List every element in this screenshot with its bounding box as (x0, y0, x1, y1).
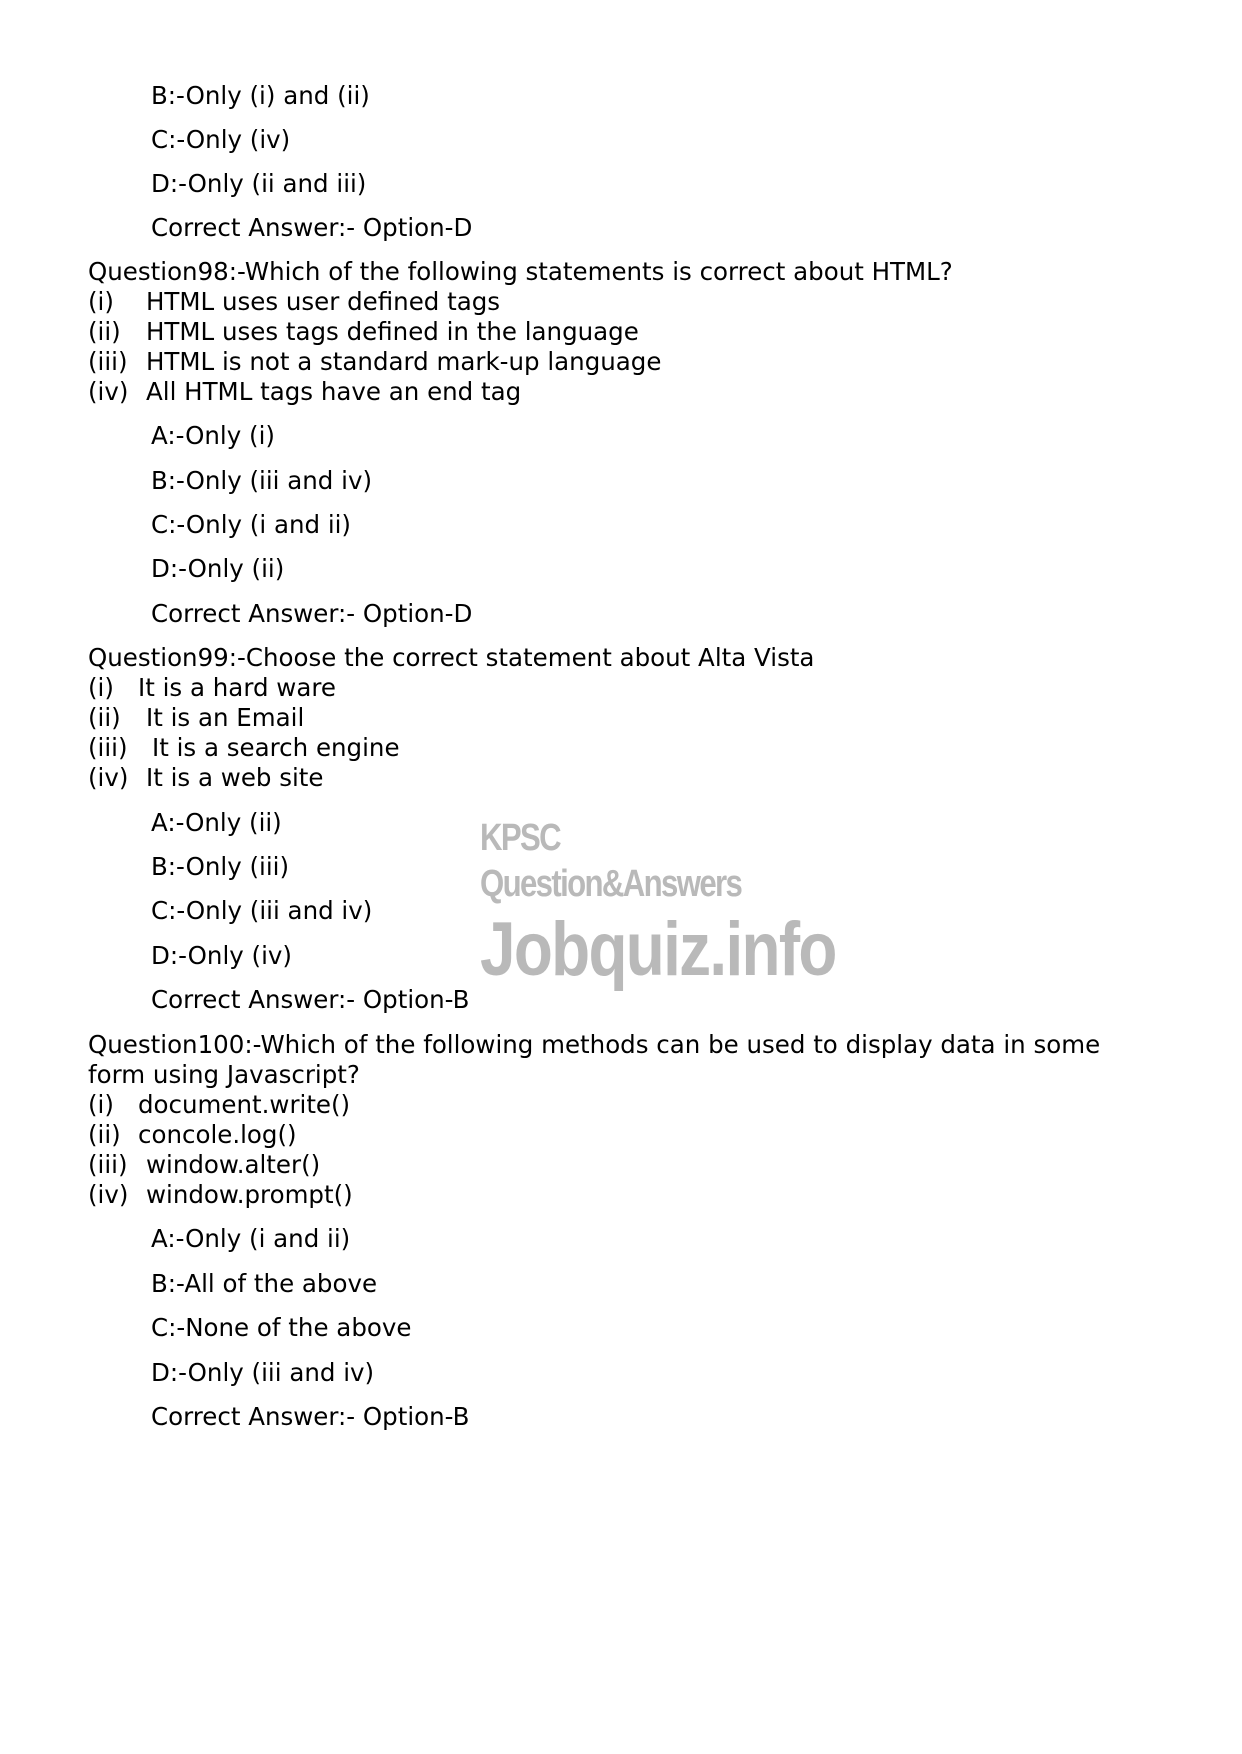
question-99-title: Question99:-Choose the correct statement about Alta Vista (88, 643, 815, 672)
option-c: C:-None of the above (151, 1313, 412, 1342)
statement-i (88, 1090, 350, 1120)
statement-text: It is an Email (146, 703, 305, 732)
correct-answer: Correct Answer:- Option-B (151, 1402, 470, 1431)
statement-ii (88, 317, 639, 347)
statement-text: It is a web site (146, 763, 324, 792)
statement-i (88, 287, 500, 317)
option-a: A:-Only (i and ii) (151, 1224, 351, 1253)
statement-number: (iv) (88, 763, 129, 792)
statement-iii (88, 1150, 320, 1180)
option-a: A:-Only (ii) (151, 808, 282, 837)
option-a: A:-Only (i) (151, 421, 275, 450)
statement-ii (88, 703, 304, 733)
statement-number: (ii) (88, 1120, 121, 1149)
statement-iv (88, 1180, 353, 1210)
statement-iii (88, 733, 400, 763)
question-98-title: Question98:-Which of the following statements is correct about HTML? (88, 257, 953, 286)
statement-number: (ii) (88, 317, 121, 346)
statement-number: (iii) (88, 347, 128, 376)
statement-number: (iii) (88, 733, 128, 762)
option-d: D:-Only (ii) (151, 554, 285, 583)
option-d: D:-Only (ii and iii) (151, 169, 367, 198)
statement-iv (88, 377, 521, 407)
watermark (480, 815, 836, 992)
question-100-title-cont: form using Javascript? (88, 1060, 360, 1089)
statement-text: It is a hard ware (138, 673, 336, 702)
option-d: D:-Only (iv) (151, 941, 292, 970)
question-100-title: Question100:-Which of the following methods can be used to display data in some (88, 1030, 1101, 1059)
watermark-subtitle: KPSC Question&Answers (480, 817, 742, 905)
option-b: B:-Only (iii) (151, 852, 290, 881)
statement-number: (ii) (88, 703, 121, 732)
statement-text: All HTML tags have an end tag (146, 377, 522, 406)
statement-number: (iv) (88, 377, 129, 406)
statement-text: HTML uses user defined tags (146, 287, 501, 316)
statement-text: HTML is not a standard mark-up language (146, 347, 662, 376)
statement-ii (88, 1120, 297, 1150)
correct-answer: Correct Answer:- Option-D (151, 599, 473, 628)
option-c: C:-Only (i and ii) (151, 510, 351, 539)
option-c: C:-Only (iii and iv) (151, 896, 373, 925)
statement-text: HTML uses tags defined in the language (146, 317, 639, 346)
statement-text: window.alter() (146, 1150, 321, 1179)
correct-answer: Correct Answer:- Option-B (151, 985, 470, 1014)
statement-iv (88, 763, 323, 793)
watermark-site-name: Jobquiz.info (480, 907, 836, 992)
option-b: B:-Only (iii and iv) (151, 466, 373, 495)
option-c: C:-Only (iv) (151, 125, 291, 154)
statement-text: It is a search engine (152, 733, 400, 762)
statement-number: (i) (88, 287, 114, 316)
correct-answer: Correct Answer:- Option-D (151, 213, 473, 242)
option-b: B:-All of the above (151, 1269, 378, 1298)
statement-text: window.prompt() (146, 1180, 353, 1209)
statement-text: document.write() (138, 1090, 351, 1119)
statement-number: (iii) (88, 1150, 128, 1179)
statement-i (88, 673, 336, 703)
statement-number: (iv) (88, 1180, 129, 1209)
option-b: B:-Only (i) and (ii) (151, 81, 370, 110)
statement-number: (i) (88, 673, 114, 702)
statement-text: concole.log() (138, 1120, 297, 1149)
statement-iii (88, 347, 661, 377)
statement-number: (i) (88, 1090, 114, 1119)
option-d: D:-Only (iii and iv) (151, 1358, 375, 1387)
